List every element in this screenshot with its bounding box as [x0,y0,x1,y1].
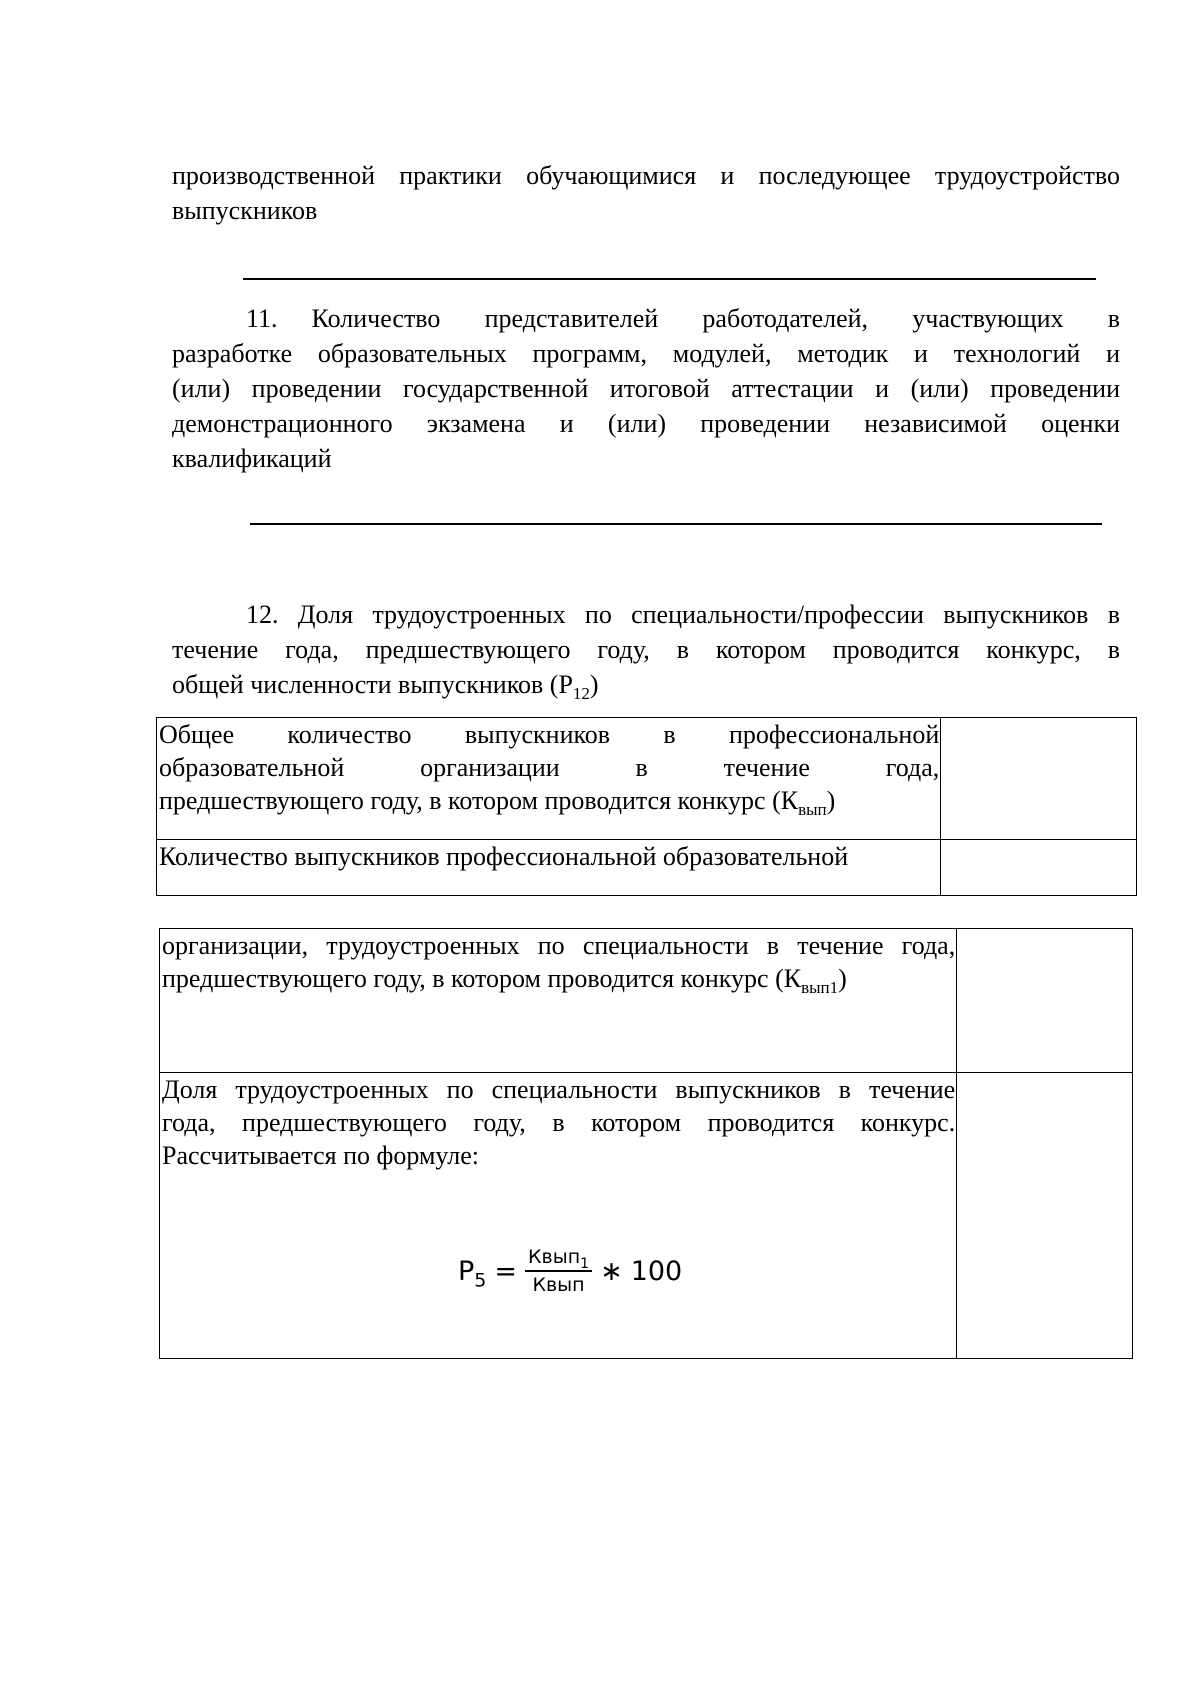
table1-row2-line-1: Количество выпускников профессиональной образовательной [159,842,849,871]
intro-paragraph [172,158,1120,228]
formula-numerator: Квып$_1$ [525,1246,592,1272]
table-cell-label [157,840,941,896]
table2-row2-line-2: года, предшествующего году, в котором проводится конкурс. [162,1108,956,1137]
section-12-line-3: общей численности выпускников (Р [172,670,573,699]
table2-row2-line-1: Доля трудоустроенных по специальности выпускников в течение [162,1075,956,1104]
table-cell-label: организации, трудоустроенных по специальности в течение года, предшествующего году, в котором проводится конкурс $(К_{вып1})$ [160,929,957,1073]
table2-row1-subscript: вып1 [801,978,839,998]
section-11-line-2: разработке образовательных программ, модулей, методик и технологий и [172,339,1120,368]
formula-lhs-subscript: 5 [474,1268,487,1291]
table-cell-label: Общее количество выпускников в профессиональной образовательной организации в течение года, предшествующего году, в котором проводится конкурс $(К_{вып})$ [157,718,941,840]
formula-equals: = [494,1255,518,1287]
table-cell-value[interactable] [941,718,1137,840]
section-11-paragraph [172,301,1120,476]
table-cell-value[interactable] [941,840,1137,896]
table-cell-value[interactable] [957,1073,1133,1359]
intro-line-1: производственной практики обучающимися и последующее трудоустройство [172,161,1120,190]
table1-row1-line-3: предшествующего году, в котором проводится конкурс (К [159,786,799,815]
section-11-line-1: Количество представителей работодателей, участвующих в [311,304,1120,333]
table1-row1-line-1: Общее количество выпускников в профессиональной [159,720,940,749]
formula-lhs: $Р_5$ [458,1255,487,1291]
blank-answer-line-2 [250,523,1102,525]
section-12-line-3-subscript: 12 [572,684,590,704]
indicator-table-1 [156,717,1137,896]
formula-fraction [525,1246,592,1296]
section-12-line-2: течение года, предшествующего году, в котором проводится конкурс, в [172,635,1120,664]
section-11-number: 11. [246,304,278,333]
table-row [157,718,1137,840]
formula-denominator: Квып [532,1274,585,1296]
section-12-paragraph: 12. Доля трудоустроенных по специальности/профессии выпускников в течение года, предшествующего году, в котором проводится конкурс, в общей численности выпускников $(Р_{12})$ [172,600,1120,704]
formula [458,1238,682,1304]
table-cell-label [160,1073,957,1359]
table2-row2-line-3: Рассчитывается по формуле: [162,1141,479,1170]
formula-operator: ∗ [600,1255,623,1287]
table-row [160,1073,1133,1359]
section-11-line-5: квалификаций [172,444,332,473]
section-11-line-3: (или) проведении государственной итоговой аттестации и (или) проведении [172,374,1120,403]
intro-line-2: выпускников [172,196,318,225]
table2-row1-line-2: предшествующего году, в котором проводится конкурс (К [162,964,802,993]
blank-answer-line-1 [243,278,1096,280]
formula-constant: 100 [630,1255,683,1287]
table1-row1-subscript: вып [798,800,827,820]
table-row [160,929,1133,1073]
table2-row1-line-1: организации, трудоустроенных по специальности в течение года, [162,931,956,960]
table-row [157,840,1137,896]
section-12-line-1: 12. Доля трудоустроенных по специальности/профессии выпускников в [246,600,1120,629]
table1-row1-line-2: образовательной организации в течение года, [159,753,940,782]
section-11-line-4: демонстрационного экзамена и (или) проведении независимой оценки [172,409,1120,438]
table-cell-value[interactable] [957,929,1133,1073]
formula-numerator-subscript: 1 [580,1255,590,1272]
